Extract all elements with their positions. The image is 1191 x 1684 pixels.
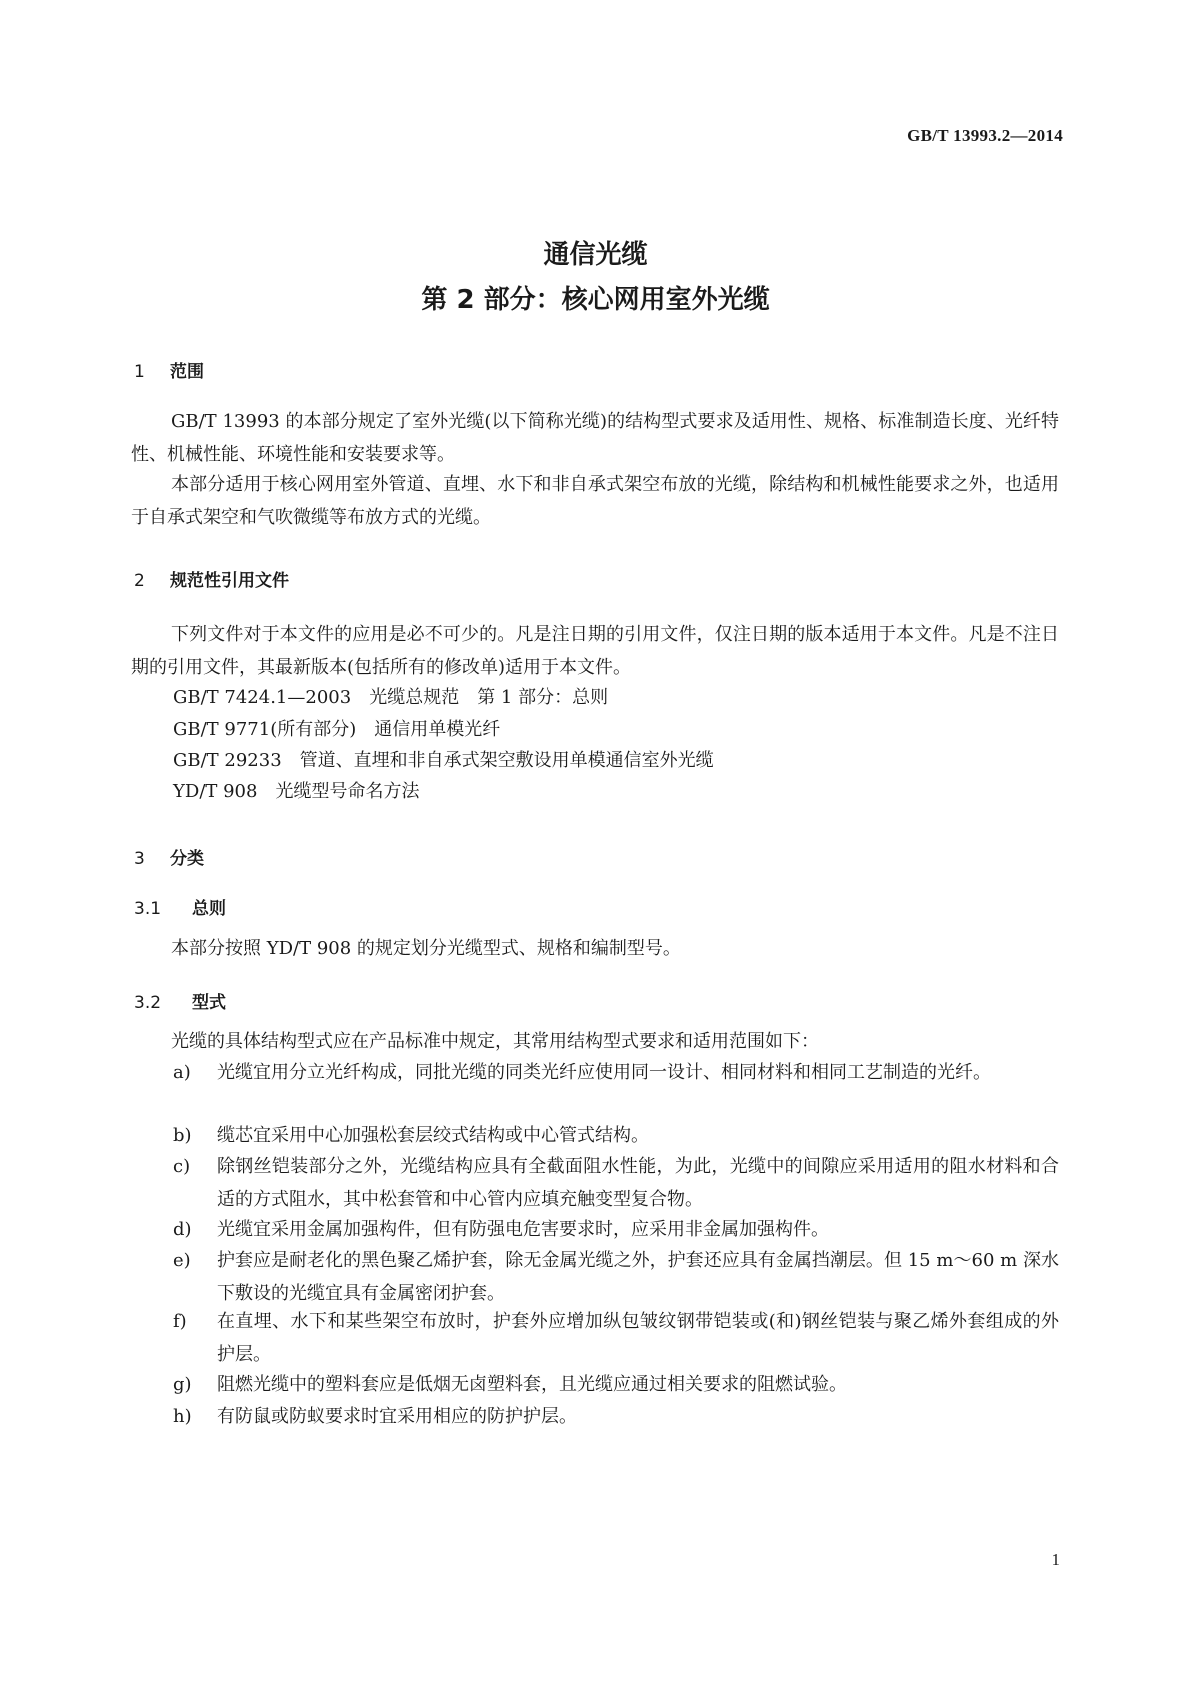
list-item-text: 护套应是耐老化的黑色聚乙烯护套，除无金属光缆之外，护套还应具有金属挡潮层。但 15 m～60 m 深水下敷设的光缆宜具有金属密闭护套。 bbox=[217, 1250, 1059, 1304]
page-number: 1 bbox=[1051, 1550, 1060, 1569]
list-marker: h) bbox=[173, 1406, 192, 1427]
list-item-text: 除钢丝铠装部分之外，光缆结构应具有全截面阻水性能，为此，光缆中的间隙应采用适用的阻水材料和合适的方式阻水，其中松套管和中心管内应填充触变型复合物。 bbox=[217, 1156, 1059, 1210]
document-subtitle: 第 2 部分：核心网用室外光缆 bbox=[421, 285, 770, 315]
list-marker: b) bbox=[173, 1125, 192, 1146]
standard-code: GB/T 13993.2—2014 bbox=[907, 126, 1063, 145]
list-item bbox=[173, 1119, 1059, 1152]
section-title: 范围 bbox=[170, 362, 204, 382]
section-title: 总则 bbox=[192, 899, 226, 919]
list-item-text: 光缆宜用分立光纤构成，同批光缆的同类光纤应使用同一设计、相同材料和相同工艺制造的光纤。 bbox=[217, 1062, 991, 1083]
section-number: 2 bbox=[134, 571, 145, 591]
list-marker: g) bbox=[173, 1374, 192, 1395]
list-marker: a) bbox=[173, 1062, 191, 1083]
section-1-heading bbox=[134, 357, 204, 382]
paragraph: 本部分按照 YD/T 908 的规定划分光缆型式、规格和编制型号。 bbox=[171, 938, 681, 959]
section-number: 1 bbox=[134, 362, 145, 382]
list-item-text: 缆芯宜采用中心加强松套层绞式结构或中心管式结构。 bbox=[217, 1125, 649, 1146]
document-title: 通信光缆 bbox=[543, 240, 648, 270]
section-number: 3 bbox=[134, 849, 145, 869]
list-item bbox=[173, 1400, 1059, 1433]
list-marker: d) bbox=[173, 1219, 192, 1240]
reference-item: GB/T 7424.1—2003 光缆总规范 第 1 部分：总则 bbox=[173, 687, 609, 708]
list-item-text: 有防鼠或防蚁要求时宜采用相应的防护护层。 bbox=[217, 1406, 577, 1427]
subsection-3-2-heading bbox=[134, 988, 226, 1013]
list-item bbox=[173, 1150, 1059, 1216]
section-number: 3.2 bbox=[134, 993, 162, 1013]
paragraph: 下列文件对于本文件的应用是必不可少的。凡是注日期的引用文件，仅注日期的版本适用于本文件。凡是不注日期的引用文件，其最新版本(包括所有的修改单)适用于本文件。 bbox=[131, 624, 1059, 678]
reference-item: GB/T 29233 管道、直埋和非自承式架空敷设用单模通信室外光缆 bbox=[173, 750, 714, 771]
section-title: 规范性引用文件 bbox=[170, 571, 289, 591]
reference-item: GB/T 9771(所有部分) 通信用单模光纤 bbox=[173, 719, 501, 740]
list-item-text: 光缆宜采用金属加强构件，但有防强电危害要求时，应采用非金属加强构件。 bbox=[217, 1219, 829, 1240]
paragraph: 本部分适用于核心网用室外管道、直埋、水下和非自承式架空布放的光缆，除结构和机械性能要求之外，也适用于自承式架空和气吹微缆等布放方式的光缆。 bbox=[131, 474, 1059, 528]
section-3-heading bbox=[134, 844, 204, 869]
reference-item: YD/T 908 光缆型号命名方法 bbox=[173, 781, 420, 802]
section-2-heading bbox=[134, 566, 289, 591]
section-number: 3.1 bbox=[134, 899, 162, 919]
section-title: 型式 bbox=[192, 993, 226, 1013]
paragraph: GB/T 13993 的本部分规定了室外光缆(以下简称光缆)的结构型式要求及适用性、规格、标准制造长度、光纤特性、机械性能、环境性能和安装要求等。 bbox=[131, 411, 1059, 465]
paragraph: 光缆的具体结构型式应在产品标准中规定，其常用结构型式要求和适用范围如下： bbox=[171, 1031, 819, 1052]
list-item bbox=[173, 1244, 1059, 1310]
list-marker: f) bbox=[173, 1311, 187, 1332]
list-item bbox=[173, 1056, 1059, 1089]
list-item bbox=[173, 1305, 1059, 1371]
list-item-text: 在直埋、水下和某些架空布放时，护套外应增加纵包皱纹钢带铠装或(和)钢丝铠装与聚乙烯外套组成的外护层。 bbox=[217, 1311, 1059, 1365]
list-item-text: 阻燃光缆中的塑料套应是低烟无卤塑料套，且光缆应通过相关要求的阻燃试验。 bbox=[217, 1374, 847, 1395]
list-item bbox=[173, 1368, 1059, 1401]
list-marker: e) bbox=[173, 1250, 191, 1271]
list-item bbox=[173, 1213, 1059, 1246]
subsection-3-1-heading bbox=[134, 894, 226, 919]
list-marker: c) bbox=[173, 1156, 191, 1177]
section-title: 分类 bbox=[170, 849, 204, 869]
